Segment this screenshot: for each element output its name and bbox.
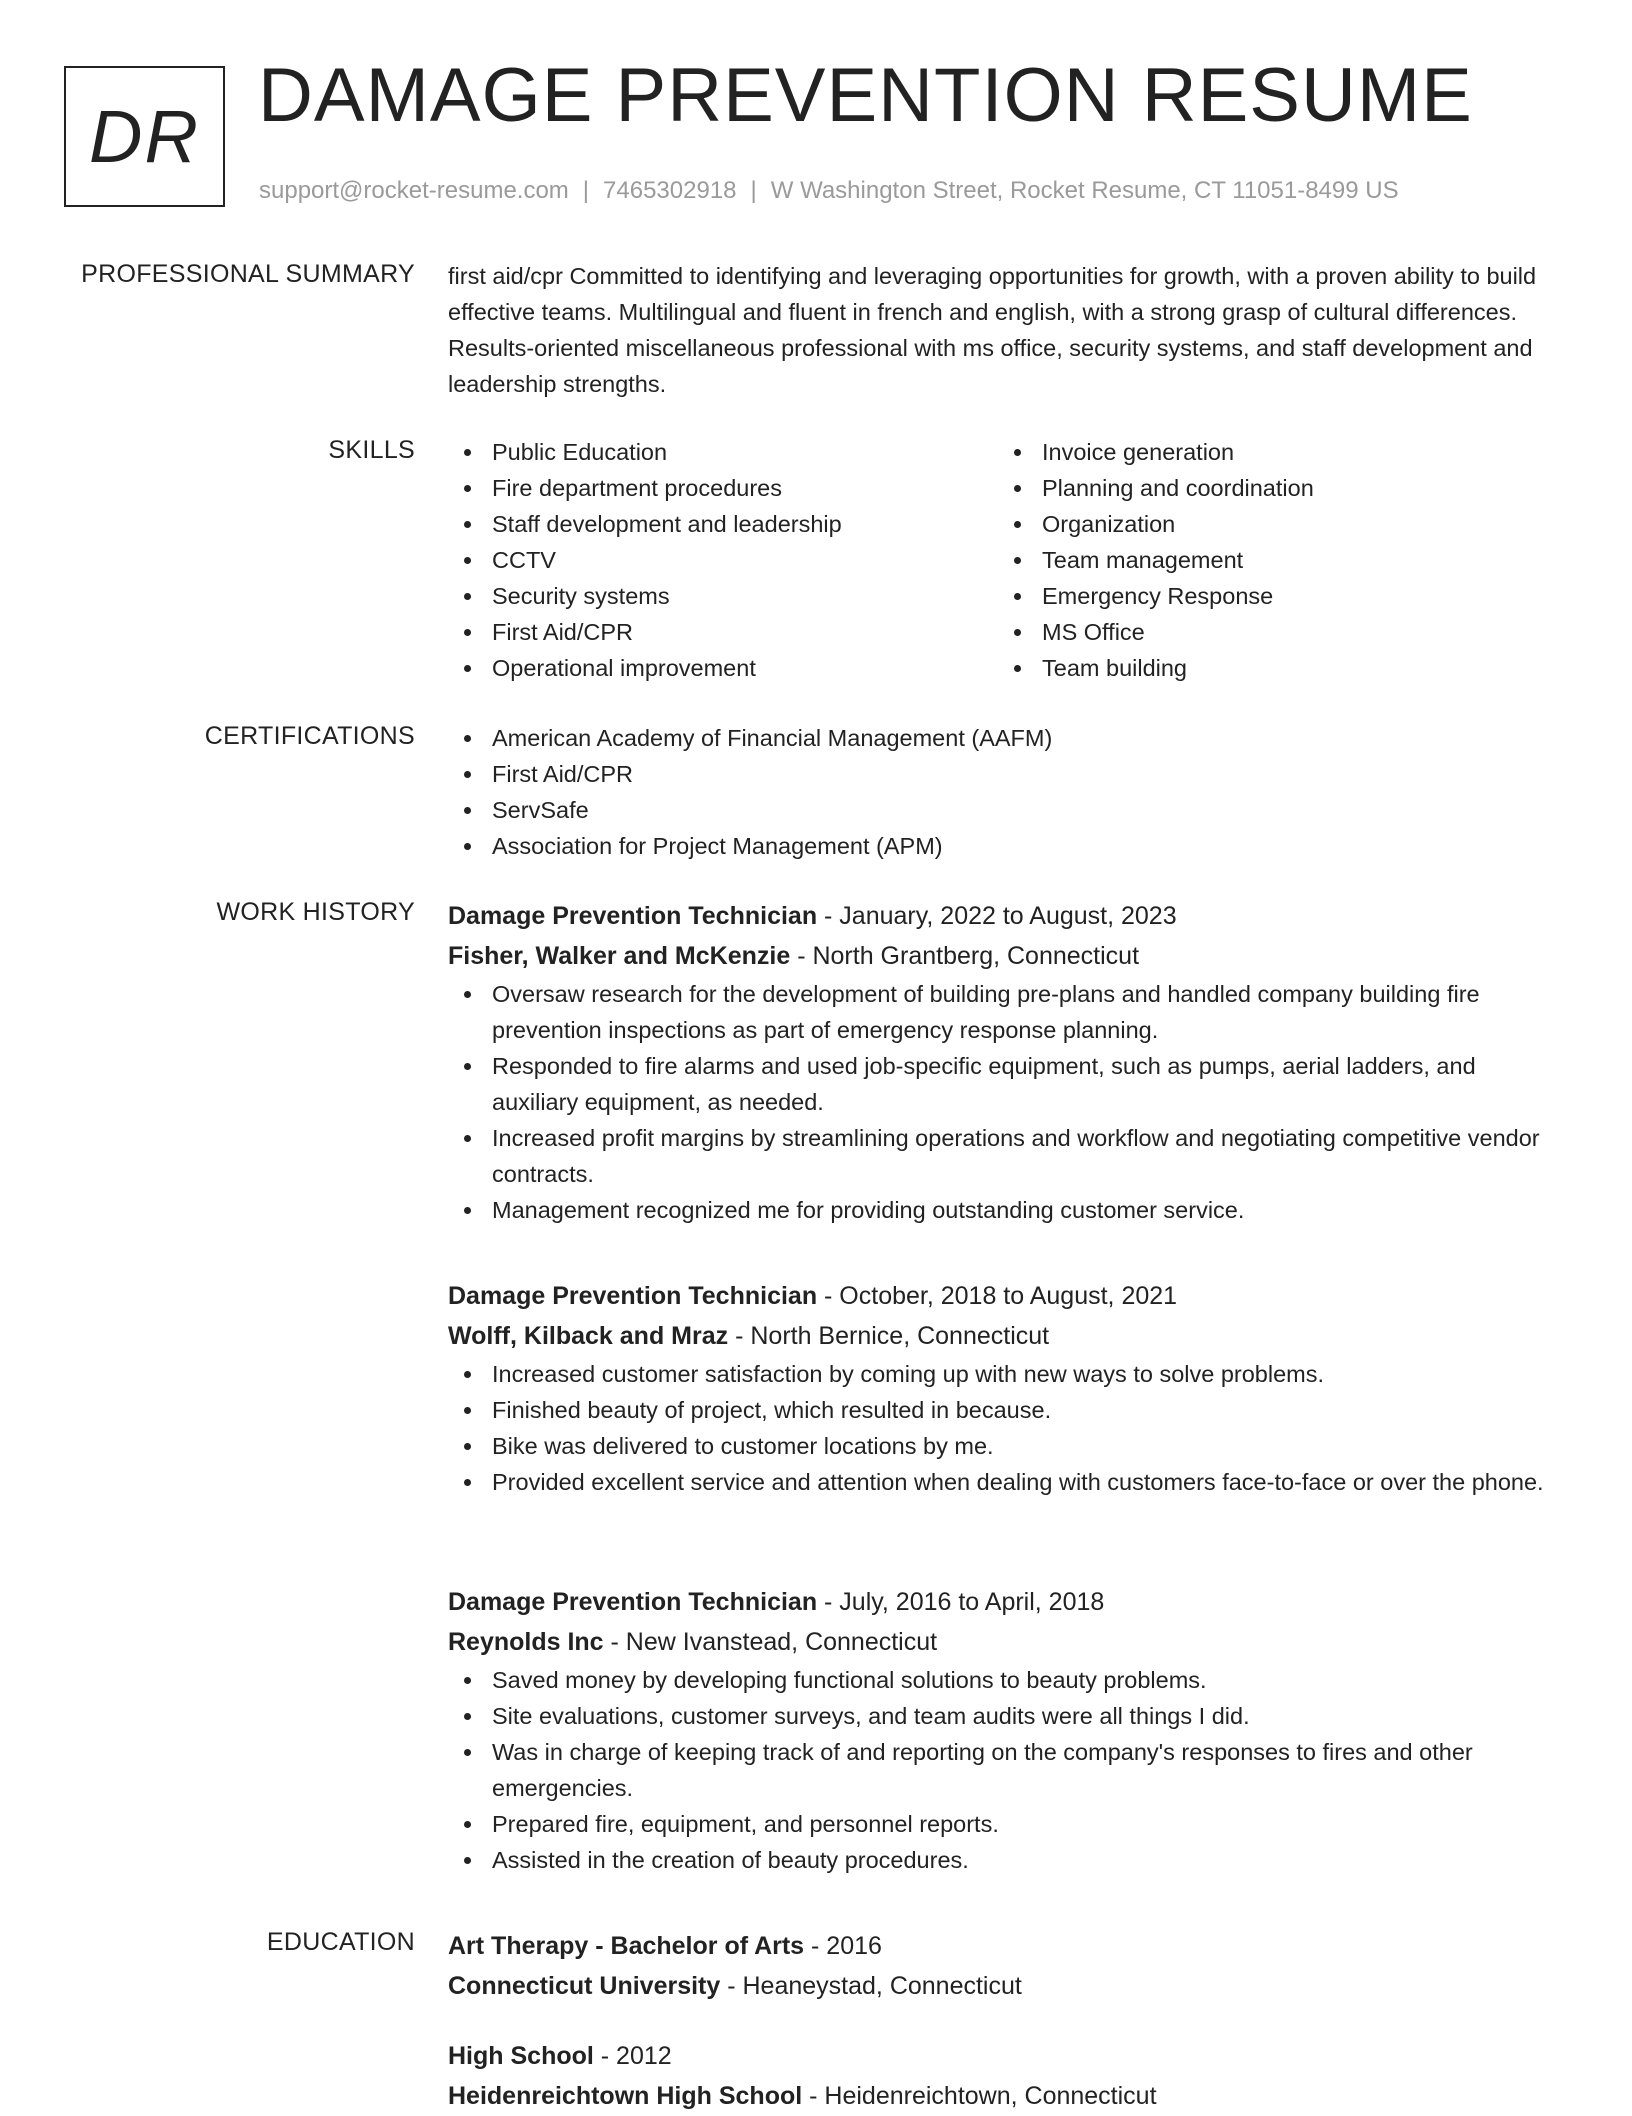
education-year: - 2016 [804,1932,882,1960]
job-company-line [448,1316,1560,1356]
skill-item: Staff development and leadership [448,506,998,542]
skills-list-right [998,434,1548,686]
skills-list-left [448,434,998,686]
job-bullet: Saved money by developing functional solutions to beauty problems. [448,1662,1560,1698]
contact-separator: | [750,177,757,204]
job-title: Damage Prevention Technician [448,902,818,930]
job-bullet: Site evaluations, customer surveys, and team audits were all things I did. [448,1698,1560,1734]
job-dates: - July, 2016 to April, 2018 [817,1588,1105,1616]
skill-item: Operational improvement [448,650,998,686]
job-bullets [448,1356,1560,1500]
certification-item: Association for Project Management (APM) [448,828,1560,864]
skill-item: Emergency Response [998,578,1548,614]
job-heading [448,1582,1560,1622]
job-bullet: Management recognized me for providing outstanding customer service. [448,1192,1560,1228]
contact-phone: 7465302918 [603,177,737,204]
education-school-line [448,2076,1560,2116]
job-bullet: Finished beauty of project, which resulted in because. [448,1392,1560,1428]
education-school: Connecticut University [448,1972,721,2000]
resume-title: DAMAGE PREVENTION RESUME [258,53,1473,138]
job-bullet: Increased customer satisfaction by coming up with new ways to solve problems. [448,1356,1560,1392]
job-location: - North Bernice, Connecticut [728,1322,1050,1350]
skills-body [448,434,1560,686]
education-degree: High School [448,2042,594,2070]
certifications-list [448,720,1560,864]
job-heading [448,896,1560,936]
job-location: - North Grantberg, Connecticut [790,942,1140,970]
job-bullet: Provided excellent service and attention when dealing with customers face-to-face or over the phone. [448,1464,1560,1500]
education-degree: Art Therapy - Bachelor of Arts [448,1932,805,1960]
section-label-education: EDUCATION [266,1928,415,1956]
section-label-work: WORK HISTORY [216,898,415,926]
job-bullet: Assisted in the creation of beauty procedures. [448,1842,1560,1878]
education-heading [448,1926,1560,1966]
job-bullet: Oversaw research for the development of building pre-plans and handled company building fire prevention inspections as part of emergency response planning. [448,976,1560,1048]
job-body [448,1276,1560,1500]
education-school: Heidenreichtown High School [448,2082,803,2110]
education-entry-body [448,2036,1560,2116]
contact-line [259,176,1399,206]
job-heading [448,1276,1560,1316]
job-body [448,896,1560,1228]
education-location: - Heidenreichtown, Connecticut [802,2082,1157,2110]
job-company: Wolff, Kilback and Mraz [448,1322,729,1350]
skill-item: Security systems [448,578,998,614]
job-company: Fisher, Walker and McKenzie [448,942,791,970]
job-bullet: Prepared fire, equipment, and personnel reports. [448,1806,1560,1842]
skill-item: Team management [998,542,1548,578]
contact-email: support@rocket-resume.com [259,177,569,204]
education-school-line [448,1966,1560,2006]
skill-item: First Aid/CPR [448,614,998,650]
job-title: Damage Prevention Technician [448,1588,818,1616]
job-company-line [448,936,1560,976]
job-bullets [448,1662,1560,1878]
job-bullet: Responded to fire alarms and used job-specific equipment, such as pumps, aerial ladders, and auxiliary equipment, as needed. [448,1048,1560,1120]
certification-item: First Aid/CPR [448,756,1560,792]
job-bullet: Was in charge of keeping track of and reporting on the company's responses to fires and other emergencies. [448,1734,1560,1806]
certification-item: ServSafe [448,792,1560,828]
job-location: - New Ivanstead, Connecticut [603,1628,938,1656]
job-body [448,1582,1560,1878]
skill-item: Fire department procedures [448,470,998,506]
job-company: Reynolds Inc [448,1628,604,1656]
education-heading [448,2036,1560,2076]
certification-item: American Academy of Financial Management (AAFM) [448,720,1560,756]
job-bullet: Increased profit margins by streamlining operations and workflow and negotiating competitive vendor contracts. [448,1120,1560,1192]
skill-item: CCTV [448,542,998,578]
monogram-initials: DR [89,94,200,178]
skills-grid [448,434,1560,686]
summary-text: first aid/cpr Committed to identifying and leveraging opportunities for growth, with a proven ability to build effective teams. Multilingual and fluent in french and english, with a strong grasp of cultural differences. Results-oriented miscellaneous professional with ms office, security systems, and staff development and leadership strengths. [448,263,1537,397]
skill-item: Planning and coordination [998,470,1548,506]
job-dates: - January, 2022 to August, 2023 [817,902,1177,930]
skill-item: MS Office [998,614,1548,650]
education-year: - 2012 [593,2042,672,2070]
contact-address: W Washington Street, Rocket Resume, CT 11051-8499 US [770,177,1399,204]
job-bullet: Bike was delivered to customer locations by me. [448,1428,1560,1464]
skill-item: Organization [998,506,1548,542]
skill-item: Team building [998,650,1548,686]
monogram-badge [64,66,225,207]
education-location: - Heaneystad, Connecticut [720,1972,1022,2000]
job-dates: - October, 2018 to August, 2021 [817,1282,1178,1310]
job-company-line [448,1622,1560,1662]
certifications-body [448,720,1560,864]
skill-item: Invoice generation [998,434,1548,470]
section-label-certifications: CERTIFICATIONS [204,722,415,750]
education-entry [448,1926,1560,2006]
job-title: Damage Prevention Technician [448,1282,818,1310]
skill-item: Public Education [448,434,998,470]
summary-body [448,258,1560,402]
section-label-skills: SKILLS [328,436,415,464]
section-label-summary: PROFESSIONAL SUMMARY [81,260,415,288]
job-bullets [448,976,1560,1228]
contact-separator: | [582,177,590,204]
